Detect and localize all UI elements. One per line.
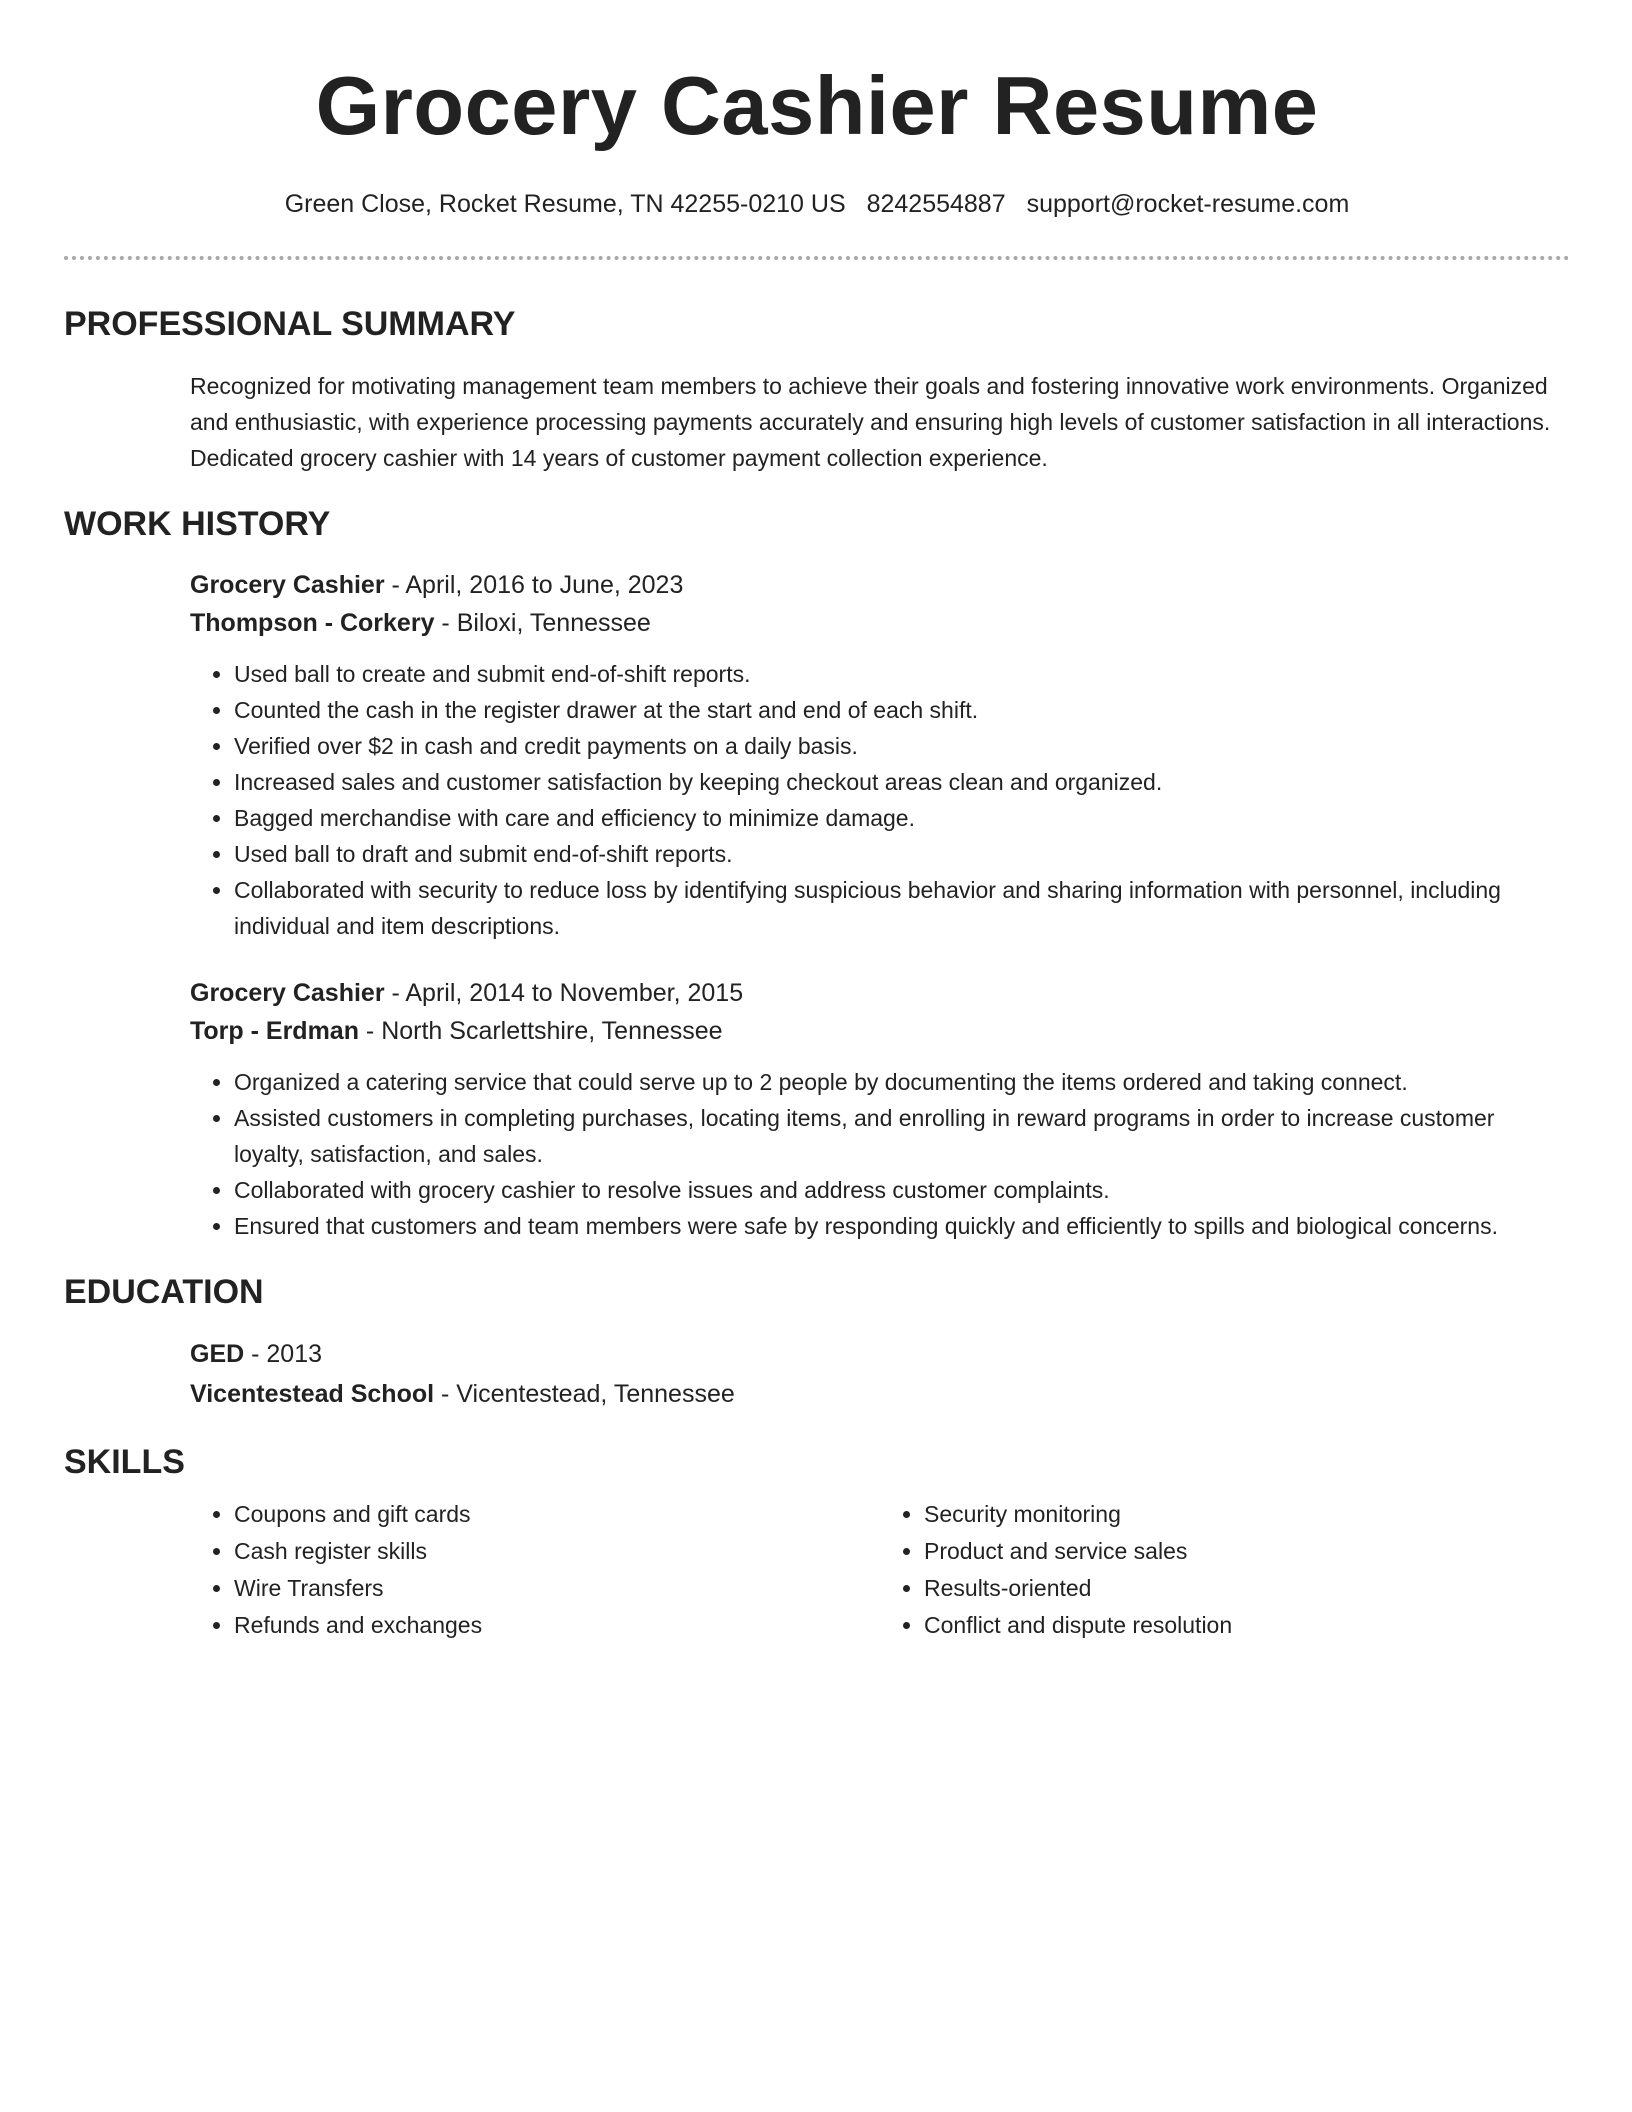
- job-bullet: • Ensured that customers and team members were safe by responding quickly and efficiently to spills and biological concerns.: [234, 1208, 1570, 1244]
- skills-grid: [190, 1496, 1570, 1644]
- job-bullet: • Organized a catering service that could serve up to 2 people by documenting the items ordered and taking connect.: [234, 1064, 1570, 1100]
- job-company: Torp - Erdman: [190, 1017, 359, 1045]
- job-bullets: [190, 656, 1570, 944]
- summary-heading: PROFESSIONAL SUMMARY: [64, 305, 516, 343]
- job-bullet: • Bagged merchandise with care and efficiency to minimize damage.: [234, 800, 1570, 836]
- education-school-line: [190, 1374, 1570, 1414]
- skill-item: • Coupons and gift cards: [234, 1496, 880, 1533]
- skill-item: • Results-oriented: [924, 1570, 1570, 1607]
- skill-item: • Product and service sales: [924, 1533, 1570, 1570]
- header-divider: [64, 256, 1570, 260]
- job-bullet: • Increased sales and customer satisfaction by keeping checkout areas clean and organized.: [234, 764, 1570, 800]
- education-school: Vicentestead School: [190, 1380, 435, 1408]
- work-history-heading: WORK HISTORY: [64, 505, 331, 543]
- job-bullet: • Used ball to draft and submit end-of-shift reports.: [234, 836, 1570, 872]
- work-history-section: [190, 566, 1570, 1244]
- job-bullet: • Assisted customers in completing purchases, locating items, and enrolling in reward programs in order to increase customer loyalty, satisfaction, and sales.: [234, 1100, 1570, 1172]
- job-bullets: [190, 1064, 1570, 1244]
- education-year: - 2013: [244, 1340, 323, 1368]
- job-company-line: [190, 1012, 1570, 1050]
- contact-info: [64, 186, 1570, 222]
- job-location: - North Scarlettshire, Tennessee: [358, 1017, 723, 1045]
- education-heading: EDUCATION: [64, 1273, 264, 1311]
- education-location: - Vicentestead, Tennessee: [434, 1380, 735, 1408]
- job-bullet: • Verified over $2 in cash and credit payments on a daily basis.: [234, 728, 1570, 764]
- job-title-line: [190, 566, 1570, 604]
- skill-item: • Cash register skills: [234, 1533, 880, 1570]
- skills-heading: SKILLS: [64, 1443, 185, 1481]
- contact-address: Green Close, Rocket Resume, TN 42255-0210 US: [284, 190, 846, 218]
- job-dates: - April, 2016 to June, 2023: [384, 571, 684, 599]
- skill-item: • Wire Transfers: [234, 1570, 880, 1607]
- job-entry: [190, 974, 1570, 1244]
- job-company-line: [190, 604, 1570, 642]
- education-section: [190, 1334, 1570, 1414]
- job-bullet: • Collaborated with grocery cashier to resolve issues and address customer complaints.: [234, 1172, 1570, 1208]
- job-bullet: • Collaborated with security to reduce loss by identifying suspicious behavior and sharing information with personnel, including individual and item descriptions.: [234, 872, 1570, 944]
- contact-phone: 8242554887: [866, 190, 1006, 218]
- education-degree: GED: [190, 1340, 245, 1368]
- job-title: Grocery Cashier: [190, 571, 385, 599]
- skill-item: • Security monitoring: [924, 1496, 1570, 1533]
- skill-item: • Conflict and dispute resolution: [924, 1607, 1570, 1644]
- contact-email: support@rocket-resume.com: [1026, 190, 1350, 218]
- job-bullet: • Counted the cash in the register drawer at the start and end of each shift.: [234, 692, 1570, 728]
- skill-item: • Refunds and exchanges: [234, 1607, 880, 1644]
- job-entry: [190, 566, 1570, 944]
- skills-column-left: [190, 1496, 880, 1644]
- job-bullet: • Used ball to create and submit end-of-shift reports.: [234, 656, 1570, 692]
- job-company: Thompson - Corkery: [190, 609, 435, 637]
- summary-text: Recognized for motivating management team members to achieve their goals and fostering innovative work environments. Organized and enthusiastic, with experience processing payments accurately and ensuring high levels of customer satisfaction in all interactions. Dedicated grocery cashier with 14 years of customer payment collection experience.: [190, 373, 1551, 471]
- resume-page: [64, 0, 1570, 1644]
- summary-section: [190, 368, 1570, 476]
- skills-section: [190, 1496, 1570, 1644]
- skills-column-right: [880, 1496, 1570, 1644]
- job-dates: - April, 2014 to November, 2015: [384, 979, 744, 1007]
- job-title-line: [190, 974, 1570, 1012]
- job-title: Grocery Cashier: [190, 979, 385, 1007]
- resume-title: Grocery Cashier Resume: [315, 59, 1319, 152]
- job-location: - Biloxi, Tennessee: [434, 609, 651, 637]
- education-degree-line: [190, 1334, 1570, 1374]
